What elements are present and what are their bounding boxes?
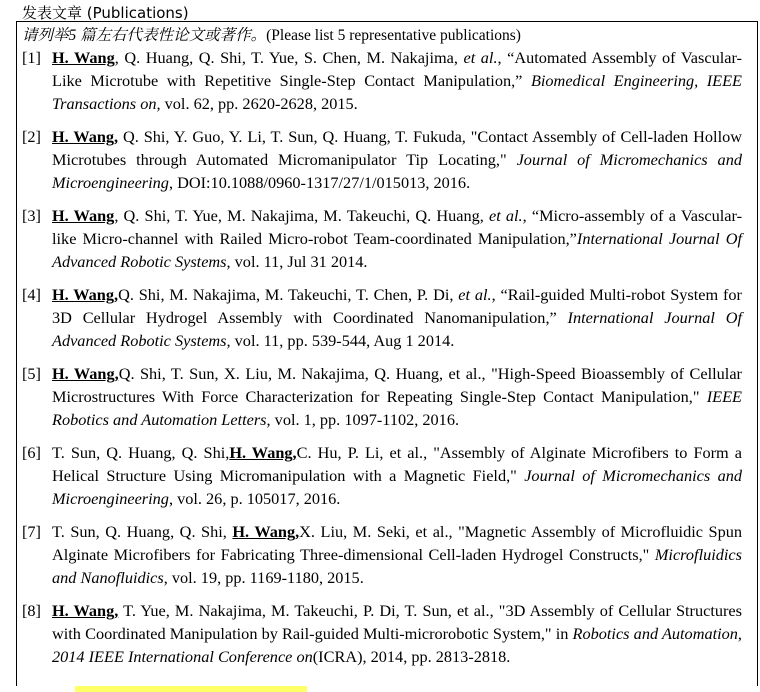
reference-venue: Journal of Micromechanics and Microengineering — [52, 466, 742, 508]
reference-etal: et al. — [458, 285, 492, 304]
reference-text — [52, 204, 742, 273]
instruction-cn: 请列举5 篇左右代表性论文或著作。 — [22, 27, 267, 44]
reference-authors: X. Liu, M. Seki, et al., — [299, 522, 459, 541]
reference-tail: , DOI:10.1088/0960-1317/27/1/015013, 2016. — [168, 173, 471, 192]
reference-title: "High-Speed Bioassembly of Cellular Microstructures With Force Characterization for Repeating Single-Step Contact Manipulation," — [52, 364, 742, 406]
highlighted-author: H. Wang, — [229, 443, 297, 462]
reference-venue: International Journal Of Advanced Robotic Systems, — [52, 308, 742, 350]
reference-tail: , vol. 1, pp. 1097-1102, 2016. — [266, 410, 460, 429]
reference-pre-authors: T. Sun, Q. Huang, Q. Shi, — [52, 522, 233, 541]
reference-tail: vol. 11, Jul 31 2014. — [230, 252, 368, 271]
highlighted-author: H. Wang — [52, 206, 115, 225]
reference-number: [4] — [22, 285, 41, 304]
reference-number: [3] — [22, 206, 41, 225]
reference-venue: Journal of Micromechanics and Microengineering — [52, 150, 742, 192]
reference-etal: et al. — [488, 206, 523, 225]
reference-title: , “Rail-guided Multi-robot System for 3D Cellular Hydrogel Assembly with Coordinated Nanomanipulation,” — [52, 285, 742, 327]
reference-text — [52, 599, 742, 668]
reference-item — [18, 599, 742, 668]
reference-venue: Microfluidics and Nanofluidics — [52, 545, 742, 587]
reference-pre-authors: T. Sun, Q. Huang, Q. Shi, — [52, 443, 230, 462]
reference-tail: vol. 62, pp. 2620-2628, 2015. — [160, 94, 358, 113]
reference-number: [5] — [22, 364, 41, 383]
reference-text — [52, 441, 742, 510]
reference-title: "3D Assembly of Cellular Structures with Coordinated Manipulation by Rail-guided Multi-microrobotic System," in — [52, 601, 742, 643]
reference-number: [8] — [22, 601, 41, 620]
reference-authors: C. Hu, P. Li, et al., — [296, 443, 434, 462]
instruction-en: (Please list 5 representative publications) — [266, 27, 521, 44]
reference-tail: , vol. 26, p. 105017, 2016. — [168, 489, 341, 508]
highlighted-author: H. Wang, — [52, 285, 119, 304]
reference-number: [1] — [22, 48, 41, 67]
reference-item — [18, 204, 742, 273]
reference-text — [52, 362, 742, 431]
highlighted-author: H. Wang, — [52, 364, 119, 383]
reference-item — [18, 46, 742, 115]
reference-title: "Assembly of Alginate Microfibers to Form a Helical Structure Using Micromanipulation with a Magnetic Field," — [52, 443, 742, 485]
reference-authors: Q. Shi, Y. Guo, Y. Li, T. Sun, Q. Huang, T. Fukuda, — [118, 127, 471, 146]
reference-text — [52, 520, 742, 589]
reference-title: "Contact Assembly of Cell-laden Hollow Microtubes through Automated Micromanipulator Tip Locating," — [52, 127, 743, 169]
reference-authors: Q. Shi, T. Sun, X. Liu, M. Nakajima, Q. Huang, et al., — [118, 364, 492, 383]
reference-venue: International Journal Of Advanced Robotic Systems, — [52, 229, 742, 271]
highlighted-author: H. Wang — [52, 48, 115, 67]
highlighted-author: H. Wang, — [52, 127, 119, 146]
instruction — [22, 23, 521, 45]
reference-item — [18, 125, 742, 194]
reference-authors: , Q. Shi, T. Yue, M. Nakajima, M. Takeuchi, Q. Huang, — [114, 206, 489, 225]
reference-text — [52, 125, 742, 194]
reference-text — [52, 283, 742, 352]
reference-tail: (ICRA), 2014, pp. 2813-2818. — [312, 647, 511, 666]
highlight-mark — [75, 686, 307, 692]
reference-tail: , vol. 19, pp. 1169-1180, 2015. — [163, 568, 364, 587]
highlighted-author: H. Wang, — [232, 522, 300, 541]
reference-authors: , Q. Huang, Q. Shi, T. Yue, S. Chen, M. Nakajima, — [114, 48, 464, 67]
section-title: 发表文章 (Publications) — [22, 4, 189, 22]
reference-authors: Q. Shi, M. Nakajima, M. Takeuchi, T. Chen, P. Di, — [118, 285, 459, 304]
reference-item — [18, 441, 742, 510]
reference-title: , “Automated Assembly of Vascular-Like Microtube with Repetitive Single-Step Contact Manipulation,” — [52, 48, 742, 90]
reference-venue: Biomedical Engineering, IEEE Transactions on, — [52, 71, 742, 113]
reference-text — [52, 46, 742, 115]
reference-number: [7] — [22, 522, 41, 541]
reference-authors: T. Yue, M. Nakajima, M. Takeuchi, P. Di, T. Sun, et al., — [118, 601, 499, 620]
reference-item — [18, 283, 742, 352]
reference-title: "Magnetic Assembly of Microfluidic Spun Alginate Microfibers for Fabricating Three-dimensional Cell-laden Hydrogel Constructs," — [52, 522, 742, 564]
reference-title: , “Micro-assembly of a Vascular-like Micro-channel with Railed Micro-robot Team-coordinated Manipulation,” — [52, 206, 742, 248]
reference-venue: Robotics and Automation, 2014 IEEE International Conference on — [52, 624, 742, 666]
reference-item — [18, 520, 742, 589]
reference-number: [6] — [22, 443, 41, 462]
reference-number: [2] — [22, 127, 41, 146]
highlighted-author: H. Wang, — [52, 601, 119, 620]
reference-list — [18, 46, 742, 678]
reference-item — [18, 362, 742, 431]
reference-etal: et al. — [463, 48, 498, 67]
reference-tail: vol. 11, pp. 539-544, Aug 1 2014. — [230, 331, 455, 350]
reference-venue: IEEE Robotics and Automation Letters — [52, 387, 742, 429]
